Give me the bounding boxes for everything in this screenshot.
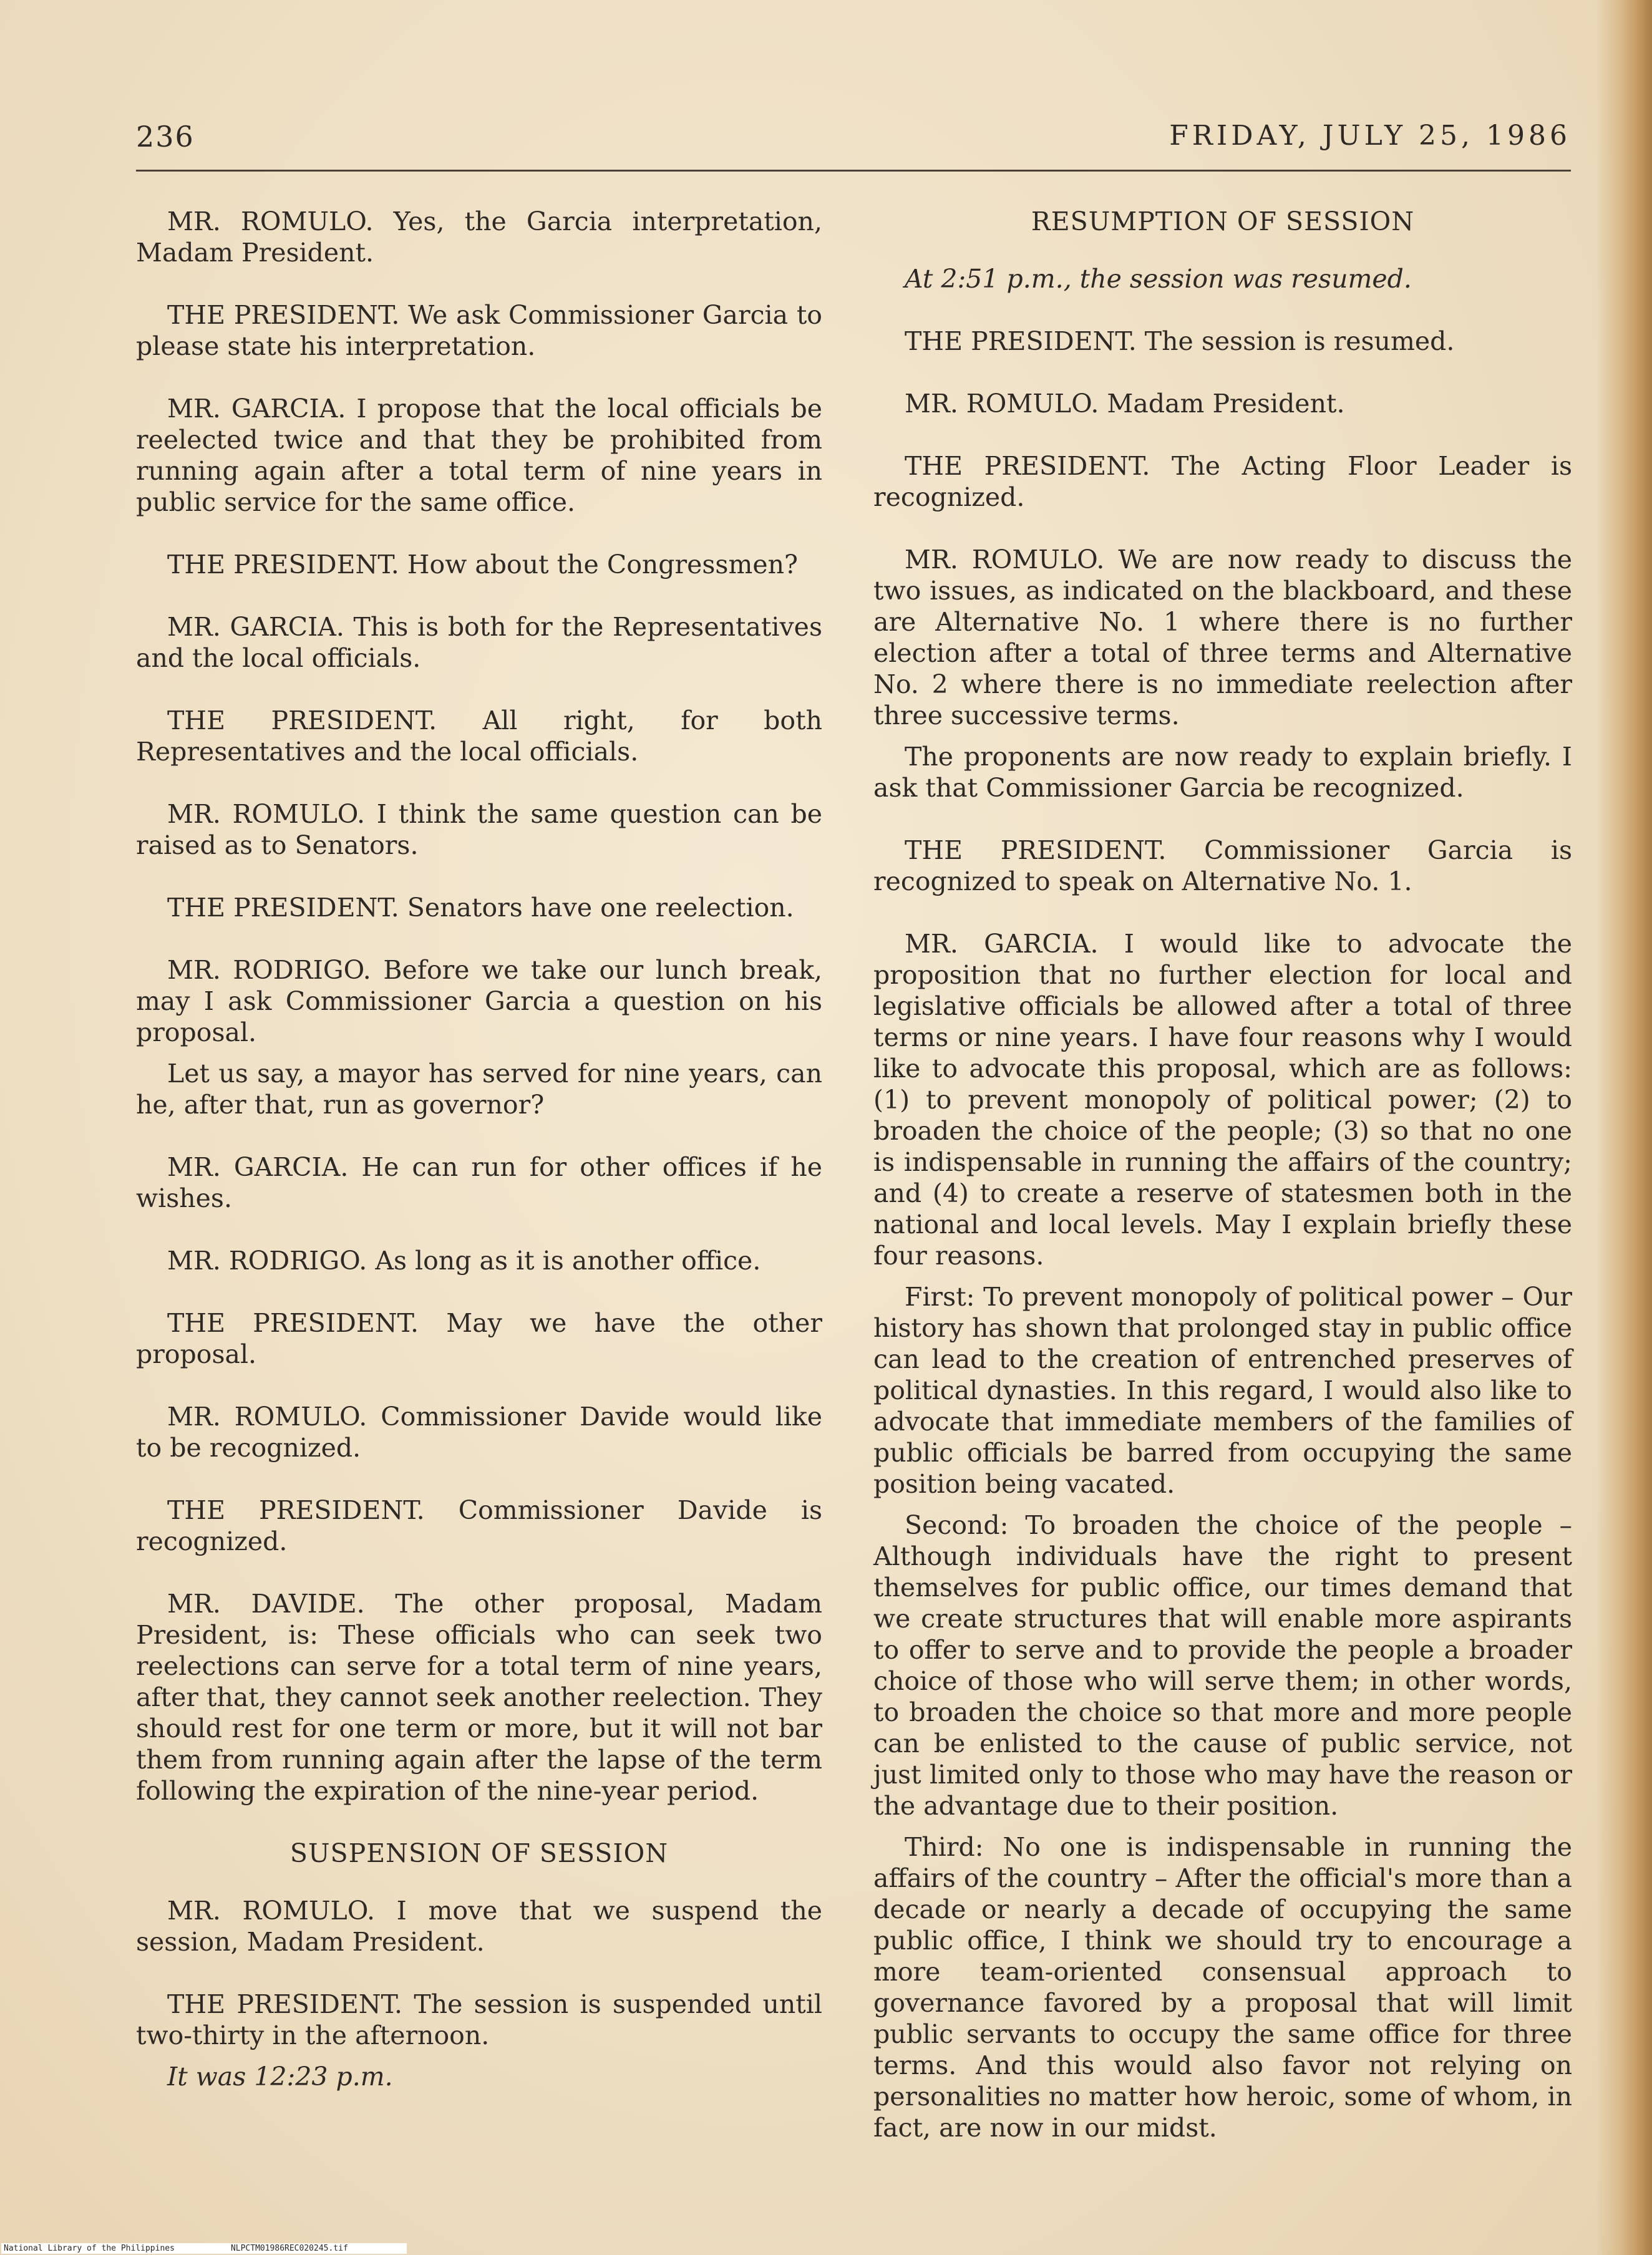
- paragraph: First: To prevent monopoly of political power – Our history has shown that prolonged stay in public office can lead to the creation of entrenched preserves of political dynasties. In this regard, I would also like to advocate that immediate members of the families of public officials be barred from occupying the same position being vacated.: [873, 1282, 1572, 1499]
- paragraph: THE PRESIDENT. How about the Congressmen?: [167, 550, 799, 580]
- paragraph: Let us say, a mayor has served for nine years, can he, after that, run as governor?: [136, 1059, 822, 1120]
- paragraph: THE PRESIDENT. We ask Commissioner Garcia to please state his interpretation.: [136, 300, 822, 361]
- paragraph: It was 12:23 p.m.: [167, 2062, 393, 2092]
- paragraph: MR. GARCIA. I would like to advocate the proposition that no further election for local and legislative officials be allowed after a total of three terms or nine years. I have four reasons why I would like to advocate this proposal, which are as follows: (1) to prevent monopoly of political power; (2) to broaden the choice of the people; (3) so that no one is indispensable in running the affairs of the country; and (4) to create a reserve of statesmen both in the national and local levels. May I explain briefly these four reasons.: [873, 929, 1572, 1271]
- paragraph: THE PRESIDENT. May we have the other proposal.: [136, 1308, 822, 1369]
- page-header: [136, 120, 1571, 157]
- paragraph: Second: To broaden the choice of the people – Although individuals have the right to present themselves for public office, our times demand that we create structures that will enable more aspirants to offer to serve and to provide the people a broader choice of those who will serve them; in other words, to broaden the choice so that more and more people can be enlisted to the cause of public service, not just limited only to those who may have the reason or the advantage due to their position.: [873, 1510, 1572, 1821]
- library-name: National Library of the Philippines: [4, 2244, 175, 2253]
- section-heading: SUSPENSION OF SESSION: [289, 1838, 669, 1868]
- paragraph: MR. ROMULO. Commissioner Davide would like to be recognized.: [136, 1402, 822, 1463]
- paragraph: The proponents are now ready to explain briefly. I ask that Commissioner Garcia be recognized.: [873, 742, 1572, 803]
- page-date: FRIDAY, JULY 25, 1986: [1169, 120, 1571, 152]
- paragraph: THE PRESIDENT. The session is suspended until two-thirty in the afternoon.: [136, 1989, 822, 2050]
- paragraph: THE PRESIDENT. The Acting Floor Leader is recognized.: [873, 451, 1572, 512]
- paragraph: THE PRESIDENT. Commissioner Davide is recognized.: [136, 1495, 822, 1556]
- page-number: 236: [136, 120, 195, 153]
- paragraph: MR. GARCIA. He can run for other offices if he wishes.: [136, 1152, 822, 1213]
- paragraph: THE PRESIDENT. All right, for both Representatives and the local officials.: [136, 706, 822, 767]
- header-rule: [136, 170, 1571, 172]
- paragraph: At 2:51 p.m., the session was resumed.: [905, 264, 1412, 294]
- paragraph: MR. ROMULO. Yes, the Garcia interpretation, Madam President.: [136, 206, 822, 268]
- book-spine-shadow: [1596, 0, 1652, 2255]
- scan-footer: [1, 2243, 407, 2254]
- paragraph: MR. ROMULO. Madam President.: [905, 389, 1345, 419]
- paragraph: MR. RODRIGO. As long as it is another office.: [167, 1246, 761, 1276]
- right-column: [873, 206, 1572, 2175]
- file-name: NLPCTM01986REC020245.tif: [230, 2244, 348, 2253]
- paragraph: MR. DAVIDE. The other proposal, Madam President, is: These officials who can seek two reelections can serve for a total term of nine years, after that, they cannot seek another reelection. They should rest for one term or more, but it will not bar them from running again after the lapse of the term following the expiration of the nine-year period.: [136, 1589, 822, 1806]
- paragraph: MR. GARCIA. I propose that the local officials be reelected twice and that they be prohibited from running again after a total term of nine years in public service for the same office.: [136, 394, 822, 517]
- paragraph: MR. ROMULO. I move that we suspend the session, Madam President.: [136, 1896, 822, 1957]
- section-heading: RESUMPTION OF SESSION: [1031, 206, 1415, 236]
- paragraph: THE PRESIDENT. Commissioner Garcia is recognized to speak on Alternative No. 1.: [873, 835, 1572, 896]
- paragraph: MR. ROMULO. We are now ready to discuss the two issues, as indicated on the blackboard, and these are Alternative No. 1 where there is no further election after a total of three terms and Alternative No. 2 where there is no immediate reelection after three successive terms.: [873, 545, 1572, 730]
- paragraph: MR. GARCIA. This is both for the Representatives and the local officials.: [136, 612, 822, 673]
- paragraph: THE PRESIDENT. The session is resumed.: [905, 326, 1455, 356]
- paragraph: Third: No one is indispensable in running the affairs of the country – After the official's more than a decade or nearly a decade of occupying the same public office, I think we should try to encourage a more team-oriented consensual approach to governance favored by a proposal that will limit public servants to occupy the same office for three terms. And this would also favor not relying on personalities no matter how heroic, some of whom, in fact, are now in our midst.: [873, 1832, 1572, 2143]
- paragraph: THE PRESIDENT. Senators have one reelection.: [167, 893, 794, 923]
- left-column: [136, 206, 822, 2123]
- paragraph: MR. ROMULO. I think the same question can be raised as to Senators.: [136, 799, 822, 860]
- paragraph: MR. RODRIGO. Before we take our lunch break, may I ask Commissioner Garcia a question on his proposal.: [136, 955, 822, 1047]
